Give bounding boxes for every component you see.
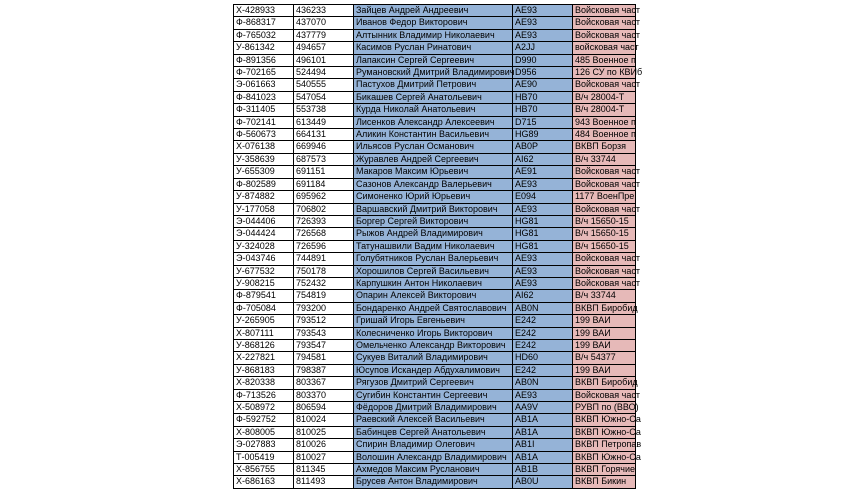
code-cell[interactable]: АЕ93 xyxy=(513,265,573,277)
code-cell[interactable]: HG81 xyxy=(513,228,573,240)
id-cell[interactable]: Х-807111 xyxy=(234,327,294,339)
name-cell[interactable]: Лапаксин Сергей Сергеевич xyxy=(354,54,513,66)
number-cell[interactable]: 811345 xyxy=(294,464,354,476)
unit-cell[interactable]: ВКВП Биробид xyxy=(573,302,636,314)
number-cell[interactable]: 437070 xyxy=(294,17,354,29)
table-row xyxy=(234,91,636,103)
table-row xyxy=(234,153,636,165)
number-cell[interactable]: 691184 xyxy=(294,178,354,190)
number-cell[interactable]: 706802 xyxy=(294,203,354,215)
number-cell[interactable]: 496101 xyxy=(294,54,354,66)
id-cell[interactable]: Э-043746 xyxy=(234,253,294,265)
number-cell[interactable]: 803367 xyxy=(294,377,354,389)
unit-cell[interactable]: Войсковая част xyxy=(573,277,636,289)
unit-cell[interactable]: ВКВП Горячие xyxy=(573,464,636,476)
code-cell[interactable]: АВ1А xyxy=(513,426,573,438)
code-cell[interactable]: АВ1I xyxy=(513,439,573,451)
number-cell[interactable]: 524494 xyxy=(294,67,354,79)
unit-cell[interactable]: Войсковая част xyxy=(573,389,636,401)
code-cell[interactable]: АЕ93 xyxy=(513,178,573,190)
name-cell[interactable]: Фёдоров Дмитрий Владимирович xyxy=(354,402,513,414)
id-cell[interactable]: Х-227821 xyxy=(234,352,294,364)
table-row xyxy=(234,17,636,29)
table-row xyxy=(234,203,636,215)
name-cell[interactable]: Колесниченко Игорь Викторович xyxy=(354,327,513,339)
number-cell[interactable]: 750178 xyxy=(294,265,354,277)
table-row xyxy=(234,327,636,339)
unit-cell[interactable]: В/ч 15650-15 xyxy=(573,228,636,240)
code-cell[interactable]: HG81 xyxy=(513,240,573,252)
id-cell[interactable]: У-358639 xyxy=(234,153,294,165)
id-cell[interactable]: Ф-879541 xyxy=(234,290,294,302)
table-row xyxy=(234,104,636,116)
name-cell[interactable]: Сугибин Константин Сергеевич xyxy=(354,389,513,401)
code-cell[interactable]: Е094 xyxy=(513,191,573,203)
table-row xyxy=(234,402,636,414)
code-cell[interactable]: АI62 xyxy=(513,153,573,165)
table-row xyxy=(234,67,636,79)
table-row xyxy=(234,377,636,389)
name-cell[interactable]: Сукуев Виталий Владимирович xyxy=(354,352,513,364)
number-cell[interactable]: 798387 xyxy=(294,364,354,376)
table-row xyxy=(234,129,636,141)
id-cell[interactable]: Х-856755 xyxy=(234,464,294,476)
id-cell[interactable]: Ф-765032 xyxy=(234,29,294,41)
number-cell[interactable]: 494657 xyxy=(294,42,354,54)
number-cell[interactable]: 811493 xyxy=(294,476,354,488)
code-cell[interactable]: АА9V xyxy=(513,402,573,414)
unit-cell[interactable]: Войсковая част xyxy=(573,29,636,41)
unit-cell[interactable]: В/ч 33744 xyxy=(573,153,636,165)
name-cell[interactable]: Варшавский Дмитрий Викторович xyxy=(354,203,513,215)
code-cell[interactable]: HG89 xyxy=(513,129,573,141)
id-cell[interactable]: Ф-702141 xyxy=(234,116,294,128)
number-cell[interactable]: 806594 xyxy=(294,402,354,414)
unit-cell[interactable]: ВКВП Петропав xyxy=(573,439,636,451)
table-row xyxy=(234,290,636,302)
name-cell[interactable]: Раевский Алексей Васильевич xyxy=(354,414,513,426)
personnel-table xyxy=(233,4,643,489)
number-cell[interactable]: 687573 xyxy=(294,153,354,165)
number-cell[interactable]: 437779 xyxy=(294,29,354,41)
unit-cell[interactable]: войсковая част xyxy=(573,42,636,54)
code-cell[interactable]: АЕ93 xyxy=(513,277,573,289)
name-cell[interactable]: Курда Николай Анатольевич xyxy=(354,104,513,116)
id-cell[interactable]: У-868126 xyxy=(234,339,294,351)
id-cell[interactable]: Х-820338 xyxy=(234,377,294,389)
number-cell[interactable]: 695962 xyxy=(294,191,354,203)
number-cell[interactable]: 793200 xyxy=(294,302,354,314)
id-cell[interactable]: У-861342 xyxy=(234,42,294,54)
unit-cell[interactable]: ВКВП Южно-Са xyxy=(573,451,636,463)
unit-cell[interactable]: Войсковая част xyxy=(573,178,636,190)
id-cell[interactable]: Х-686163 xyxy=(234,476,294,488)
id-cell[interactable]: Х-428933 xyxy=(234,5,294,17)
name-cell[interactable]: Татунашвили Вадим Николаевич xyxy=(354,240,513,252)
code-cell[interactable]: Е242 xyxy=(513,315,573,327)
table-row xyxy=(234,191,636,203)
table-row xyxy=(234,42,636,54)
name-cell[interactable]: Гришай Игорь Евгеньевич xyxy=(354,315,513,327)
unit-cell[interactable]: Войсковая част xyxy=(573,265,636,277)
code-cell[interactable]: АВ1В xyxy=(513,464,573,476)
table-row xyxy=(234,439,636,451)
unit-cell[interactable]: 199 ВАИ xyxy=(573,339,636,351)
unit-cell[interactable]: 199 ВАИ xyxy=(573,327,636,339)
unit-cell[interactable]: Войсковая част xyxy=(573,17,636,29)
code-cell[interactable]: АВ1А xyxy=(513,414,573,426)
unit-cell[interactable]: В/ч 33744 xyxy=(573,290,636,302)
table-row xyxy=(234,178,636,190)
code-cell[interactable]: D715 xyxy=(513,116,573,128)
name-cell[interactable]: Омельченко Александр Викторович xyxy=(354,339,513,351)
unit-cell[interactable]: В/ч 28004-Т xyxy=(573,104,636,116)
unit-cell[interactable]: РУВП по (ВВО) xyxy=(573,402,636,414)
name-cell[interactable]: Бабинцев Сергей Анатольевич xyxy=(354,426,513,438)
code-cell[interactable]: АВ0N xyxy=(513,302,573,314)
unit-cell[interactable]: Войсковая част xyxy=(573,253,636,265)
id-cell[interactable]: У-265905 xyxy=(234,315,294,327)
code-cell[interactable]: АЕ93 xyxy=(513,5,573,17)
name-cell[interactable]: Сазонов Александр Валерьевич xyxy=(354,178,513,190)
unit-cell[interactable]: Войсковая част xyxy=(573,79,636,91)
unit-cell[interactable]: ВКВП Борзя xyxy=(573,141,636,153)
id-cell[interactable]: У-324028 xyxy=(234,240,294,252)
name-cell[interactable]: Румановский Дмитрий Владимирович xyxy=(354,67,513,79)
unit-cell[interactable]: ВКВП Биробид xyxy=(573,377,636,389)
table-row xyxy=(234,215,636,227)
name-cell[interactable]: Опарин Алексей Викторович xyxy=(354,290,513,302)
unit-cell[interactable]: ВКВП Бикин xyxy=(573,476,636,488)
table-row xyxy=(234,79,636,91)
name-cell[interactable]: Рыжов Андрей Владимирович xyxy=(354,228,513,240)
code-cell[interactable]: АЕ93 xyxy=(513,29,573,41)
number-cell[interactable]: 553738 xyxy=(294,104,354,116)
name-cell[interactable]: Боргер Сергей Викторович xyxy=(354,215,513,227)
name-cell[interactable]: Симоненко Юрий Юрьевич xyxy=(354,191,513,203)
name-cell[interactable]: Карпушкин Антон Николаевич xyxy=(354,277,513,289)
table-row xyxy=(234,5,636,17)
number-cell[interactable]: 810025 xyxy=(294,426,354,438)
id-cell[interactable]: Э-061663 xyxy=(234,79,294,91)
id-cell[interactable]: Ф-841023 xyxy=(234,91,294,103)
name-cell[interactable]: Спирин Владимир Олегович xyxy=(354,439,513,451)
number-cell[interactable]: 669946 xyxy=(294,141,354,153)
number-cell[interactable]: 810024 xyxy=(294,414,354,426)
unit-cell[interactable]: ВКВП Южно-Са xyxy=(573,426,636,438)
number-cell[interactable]: 754819 xyxy=(294,290,354,302)
number-cell[interactable]: 793547 xyxy=(294,339,354,351)
id-cell[interactable]: Ф-713526 xyxy=(234,389,294,401)
number-cell[interactable]: 613449 xyxy=(294,116,354,128)
number-cell[interactable]: 793543 xyxy=(294,327,354,339)
unit-cell[interactable]: 199 ВАИ xyxy=(573,364,636,376)
table-row xyxy=(234,29,636,41)
name-cell[interactable]: Макаров Максим Юрьевич xyxy=(354,166,513,178)
id-cell[interactable]: У-874882 xyxy=(234,191,294,203)
id-cell[interactable]: Х-076138 xyxy=(234,141,294,153)
name-cell[interactable]: Волошин Александр Владимирович xyxy=(354,451,513,463)
code-cell[interactable]: Е242 xyxy=(513,327,573,339)
id-cell[interactable]: У-868183 xyxy=(234,364,294,376)
name-cell[interactable]: Лисенков Александр Алексеевич xyxy=(354,116,513,128)
table-row xyxy=(234,464,636,476)
table-row xyxy=(234,364,636,376)
code-cell[interactable]: D990 xyxy=(513,54,573,66)
table-row xyxy=(234,426,636,438)
code-cell[interactable]: АЕ90 xyxy=(513,79,573,91)
code-cell[interactable]: АЕ93 xyxy=(513,389,573,401)
name-cell[interactable]: Брусев Антон Владимирович xyxy=(354,476,513,488)
unit-cell[interactable]: В/ч 15650-15 xyxy=(573,215,636,227)
id-cell[interactable]: Ф-868317 xyxy=(234,17,294,29)
table-row xyxy=(234,339,636,351)
unit-cell[interactable]: Войсковая част xyxy=(573,5,636,17)
name-cell[interactable]: Иванов Федор Викторович xyxy=(354,17,513,29)
id-cell[interactable]: Ф-705084 xyxy=(234,302,294,314)
id-cell[interactable]: Ф-891356 xyxy=(234,54,294,66)
unit-cell[interactable]: В/ч 28004-Т xyxy=(573,91,636,103)
number-cell[interactable]: 810026 xyxy=(294,439,354,451)
number-cell[interactable]: 540555 xyxy=(294,79,354,91)
unit-cell[interactable]: 1177 ВоенПре xyxy=(573,191,636,203)
name-cell[interactable]: Аликин Константин Васильевич xyxy=(354,129,513,141)
code-cell[interactable]: Е242 xyxy=(513,364,573,376)
number-cell[interactable]: 810027 xyxy=(294,451,354,463)
name-cell[interactable]: Журавлев Андрей Сергеевич xyxy=(354,153,513,165)
code-cell[interactable]: НВ70 xyxy=(513,104,573,116)
code-cell[interactable]: HD60 xyxy=(513,352,573,364)
number-cell[interactable]: 726393 xyxy=(294,215,354,227)
code-cell[interactable]: АЕ93 xyxy=(513,253,573,265)
name-cell[interactable]: Зайцев Андрей Андреевич xyxy=(354,5,513,17)
number-cell[interactable]: 436233 xyxy=(294,5,354,17)
name-cell[interactable]: Пастухов Дмитрий Петрович xyxy=(354,79,513,91)
number-cell[interactable]: 803370 xyxy=(294,389,354,401)
table-row xyxy=(234,389,636,401)
number-cell[interactable]: 726596 xyxy=(294,240,354,252)
table-row xyxy=(234,315,636,327)
code-cell[interactable]: D956 xyxy=(513,67,573,79)
table-row xyxy=(234,476,636,488)
unit-cell[interactable]: В/ч 54377 xyxy=(573,352,636,364)
code-cell[interactable]: АВ0Р xyxy=(513,141,573,153)
spreadsheet xyxy=(233,4,643,489)
id-cell[interactable]: Ф-311405 xyxy=(234,104,294,116)
number-cell[interactable]: 691151 xyxy=(294,166,354,178)
name-cell[interactable]: Алтынник Владимир Николаевич xyxy=(354,29,513,41)
code-cell[interactable]: АВ0N xyxy=(513,377,573,389)
id-cell[interactable]: Ф-592752 xyxy=(234,414,294,426)
name-cell[interactable]: Рягузов Дмитрий Сергеевич xyxy=(354,377,513,389)
id-cell[interactable]: Ф-702165 xyxy=(234,67,294,79)
name-cell[interactable]: Касимов Руслан Ринатович xyxy=(354,42,513,54)
code-cell[interactable]: HG81 xyxy=(513,215,573,227)
number-cell[interactable]: 752432 xyxy=(294,277,354,289)
code-cell[interactable]: Е242 xyxy=(513,339,573,351)
table-row xyxy=(234,265,636,277)
unit-cell[interactable]: 484 Военное п xyxy=(573,129,636,141)
unit-cell[interactable]: ВКВП Южно-Са xyxy=(573,414,636,426)
name-cell[interactable]: Голубятников Руслан Валерьевич xyxy=(354,253,513,265)
code-cell[interactable]: АВ0U xyxy=(513,476,573,488)
name-cell[interactable]: Ахмедов Максим Русланович xyxy=(354,464,513,476)
name-cell[interactable]: Бондаренко Андрей Святославович xyxy=(354,302,513,314)
number-cell[interactable]: 547054 xyxy=(294,91,354,103)
name-cell[interactable]: Юсупов Искандер Абдухалимович xyxy=(354,364,513,376)
code-cell[interactable]: АЕ91 xyxy=(513,166,573,178)
id-cell[interactable]: У-677532 xyxy=(234,265,294,277)
id-cell[interactable]: Э-044424 xyxy=(234,228,294,240)
code-cell[interactable]: А2JJ xyxy=(513,42,573,54)
unit-cell[interactable]: 943 Военное п xyxy=(573,116,636,128)
code-cell[interactable]: АЕ93 xyxy=(513,203,573,215)
table-row xyxy=(234,302,636,314)
code-cell[interactable]: АЕ93 xyxy=(513,17,573,29)
table-row xyxy=(234,228,636,240)
name-cell[interactable]: Хорошилов Сергей Васильевич xyxy=(354,265,513,277)
id-cell[interactable]: Х-808005 xyxy=(234,426,294,438)
number-cell[interactable]: 793512 xyxy=(294,315,354,327)
number-cell[interactable]: 664131 xyxy=(294,129,354,141)
number-cell[interactable]: 794581 xyxy=(294,352,354,364)
table-body xyxy=(234,5,643,489)
id-cell[interactable]: У-177058 xyxy=(234,203,294,215)
unit-cell[interactable]: 126 СУ по КВИб xyxy=(573,67,636,79)
code-cell[interactable]: АI62 xyxy=(513,290,573,302)
unit-cell[interactable]: В/ч 15650-15 xyxy=(573,240,636,252)
table-row xyxy=(234,277,636,289)
unit-cell[interactable]: Войсковая част xyxy=(573,203,636,215)
table-row xyxy=(234,166,636,178)
code-cell[interactable]: АВ1А xyxy=(513,451,573,463)
table-row xyxy=(234,54,636,66)
name-cell[interactable]: Ильясов Руслан Османович xyxy=(354,141,513,153)
id-cell[interactable]: Э-044406 xyxy=(234,215,294,227)
table-row xyxy=(234,414,636,426)
name-cell[interactable]: Бикашев Сергей Анатольевич xyxy=(354,91,513,103)
unit-cell[interactable]: 199 ВАИ xyxy=(573,315,636,327)
unit-cell[interactable]: Войсковая част xyxy=(573,166,636,178)
table-row xyxy=(234,116,636,128)
unit-cell[interactable]: 485 Военное п xyxy=(573,54,636,66)
table-row xyxy=(234,352,636,364)
id-cell[interactable]: Ф-560673 xyxy=(234,129,294,141)
table-row xyxy=(234,141,636,153)
table-row xyxy=(234,240,636,252)
table-row xyxy=(234,451,636,463)
id-cell[interactable]: У-908215 xyxy=(234,277,294,289)
code-cell[interactable]: НВ70 xyxy=(513,91,573,103)
id-cell[interactable]: Ф-802589 xyxy=(234,178,294,190)
number-cell[interactable]: 744891 xyxy=(294,253,354,265)
table-row xyxy=(234,253,636,265)
id-cell[interactable]: У-655309 xyxy=(234,166,294,178)
id-cell[interactable]: Х-508972 xyxy=(234,402,294,414)
number-cell[interactable]: 726568 xyxy=(294,228,354,240)
id-cell[interactable]: Э-027883 xyxy=(234,439,294,451)
id-cell[interactable]: Т-005419 xyxy=(234,451,294,463)
